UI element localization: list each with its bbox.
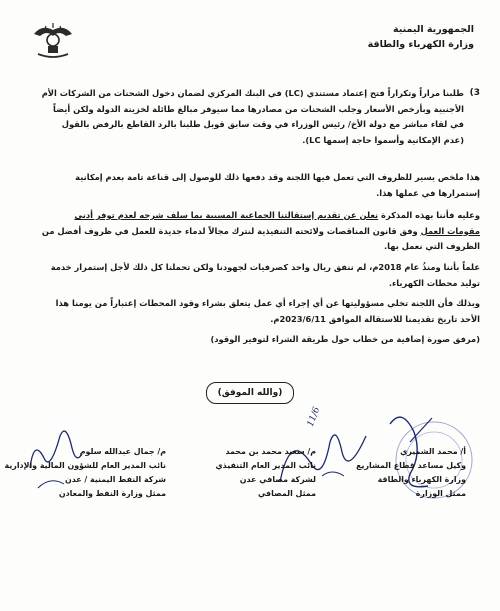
signatory-refineries	[182, 445, 316, 501]
resignation-rest: وفق قانون المناقصات ولائحته التنفيذية لنترك مجالاً لدماء جديدة للعمل في ظروف أفضل من الظروف التي نعمل بها.	[41, 225, 480, 251]
signatory-ministry	[334, 445, 466, 501]
paragraph-resignation-text	[40, 208, 480, 255]
signatory-organization: وزارة الكهرباء والطاقة	[377, 475, 466, 484]
signatory-title: نائب المدير العام التنفيذي	[215, 461, 316, 470]
paragraph-lc-text: طلبنا مراراً وتكراراً فتح إعتماد مستندي (LC) في البنك المركزي لضمان دخول الشحنات من الشركات الأم الأجنبية وبأرخص الأسعار وجلب الشحنات من مصادرها مما سيوفر مبالغ طائلة لخزينة الدولة ولكن أيضاً في لقاء مباشر مع دولة الأخ/ رئيس الوزراء في وقت سابق قوبل طلبنا بالرد القاطع بالرفض بالقول (عدم الإمكانية وأسموا حاجة إسمها LC).	[41, 88, 464, 145]
signatory-representation: ممثل وزارة النفط والمعادن	[58, 489, 166, 498]
paragraph-resignation	[40, 208, 480, 255]
republic-title: الجمهورية اليمنية	[393, 24, 474, 35]
signatory-representation: ممثل الوزارة	[415, 489, 466, 498]
signatory-name: م/ جمال عبدالله سلوم	[79, 447, 166, 456]
signatory-oil-company	[4, 445, 166, 501]
paragraph-expenses-text: علماً بأننا ومنذُ عام 2018م، لم ننفق ريال واحد كصرفيات لجهودنا ولكن تحملنا كل ذلك لأجل إستمرار خدمة توليد محطات الكهرباء.	[50, 262, 480, 288]
paragraph-lc	[40, 86, 464, 148]
paragraph-attachment	[40, 332, 480, 348]
resignation-intro: وعليه فأننا بهذه المذكرة	[381, 210, 480, 220]
yemen-emblem-icon	[30, 20, 76, 60]
paragraph-responsibility	[40, 296, 480, 327]
ministry-header	[324, 22, 474, 52]
item-number: (3	[469, 88, 480, 98]
signatory-title: وكيل مساعد قطاع المشاريع	[356, 461, 466, 470]
signatory-title: نائب المدير العام للشؤون المالية والإدارية	[4, 461, 166, 470]
handwritten-date: 11/6	[305, 405, 323, 429]
paragraph-summary	[40, 170, 480, 201]
signatory-organization: شركة النفط اليمنية / عدن	[64, 475, 166, 484]
signatory-name: م/ سعيد محمد بن محمد	[225, 447, 316, 456]
signatory-representation: ممثل المصافي	[257, 489, 316, 498]
paragraph-expenses	[40, 260, 480, 291]
paragraph-responsibility-text: وبذلك فأن اللجنة تخلي مسؤوليتها عن أي إجراء أي عمل يتعلق بشراء وقود المحطات إعتباراً من يومنا هذا الأحد تاريخ تقديمنا للاستقالة الموافق 2023/6/11م.	[55, 298, 480, 324]
approval-title: (والله الموفق)	[206, 382, 294, 404]
paragraph-attachment-text: (مرفق صورة إضافية من خطاب حول طريقة الشراء لتوفير الوقود)	[210, 334, 480, 344]
ministry-title: وزارة الكهرباء والطاقة	[367, 39, 474, 50]
resignation-announcement: نعلن عن تقديم إستقالتنا الجماعية المسببة بما سلف شرحه لعدم توفر أدنى مقومات العمل	[74, 210, 480, 236]
paragraph-summary-text: هذا ملخص يسير للظروف التي تعمل فيها اللجنة وقد دفعها ذلك للوصول إلى قناعة تامة بعدم إمكانية إستمرارها في عملها هذا.	[75, 172, 480, 198]
signatory-name: أ/ محمد الشميري	[400, 447, 466, 456]
signatory-organization: لشركة مصافي عدن	[239, 475, 316, 484]
